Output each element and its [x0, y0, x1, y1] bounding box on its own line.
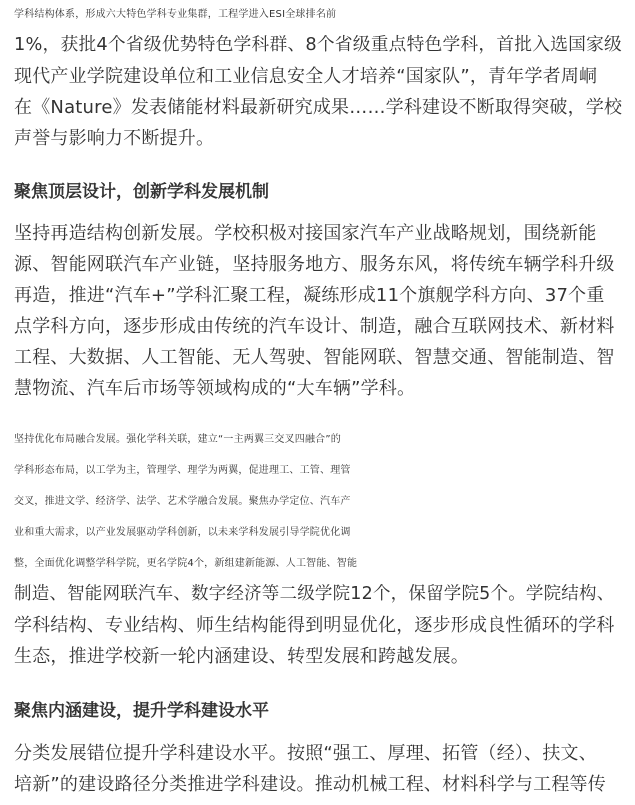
text-line: 再造，推进“汽车+”学科汇聚工程，凝练形成11个旗舰学科方向、37个重: [14, 285, 605, 306]
text-line: 1%，获批4个省级优势特色学科群、8个省级重点特色学科，首批入选国家级: [14, 35, 622, 55]
section-heading: 聚焦内涵建设，提升学科建设水平: [14, 701, 269, 721]
text-line: 在《Nature》发表储能材料最新研究成果……学科建设不断取得突破，学校: [14, 97, 623, 118]
article-paragraph: [14, 0, 622, 154]
text-line: 学科结构体系，形成六大特色学科专业集群，工程学进入ESI全球排名前: [14, 9, 337, 20]
article-paragraph: [14, 738, 606, 800]
text-line: 源、智能网联汽车产业链，坚持服务地方、服务东风，将传统车辆学科升级: [14, 254, 615, 275]
section-heading: 聚焦顶层设计，创新学科发展机制: [14, 182, 269, 202]
text-line: 学科结构、专业结构、师生结构能得到明显优化，逐步形成良性循环的学科: [14, 615, 615, 636]
text-line: 坚持优化布局融合发展。强化学科关联，建立“一主两翼三交叉四融合”的: [14, 434, 341, 445]
text-line: 工程、大数据、人工智能、无人驾驶、智能网联、智慧交通、智能制造、智: [14, 347, 615, 368]
text-line: 现代产业学院建设单位和工业信息安全人才培养“国家队”，青年学者周峒: [14, 66, 598, 87]
text-line: 业和重大需求，以产业发展驱动学科创新，以未来学科发展引导学院优化调: [14, 527, 351, 538]
text-line: 声誉与影响力不断提升。: [14, 128, 215, 149]
text-line: 慧物流、汽车后市场等领域构成的“大车辆”学科。: [14, 378, 416, 399]
text-line: 点学科方向，逐步形成由传统的汽车设计、制造，融合互联网技术、新材料: [14, 316, 615, 337]
article-paragraph: [14, 424, 615, 672]
text-line: 坚持再造结构创新发展。学校积极对接国家汽车产业战略规划，围绕新能: [14, 223, 597, 244]
text-line: 培新”的建设路径分类推进学科建设。推动机械工程、材料科学与工程等传: [14, 774, 606, 795]
article-paragraph: [14, 218, 615, 404]
text-line: 交叉，推进文学、经济学、法学、艺术学融合发展。聚焦办学定位、汽车产: [14, 496, 351, 507]
text-line: 分类发展错位提升学科建设水平。按照“强工、厚理、拓管（经）、扶文、: [14, 743, 597, 764]
text-line: 生态，推进学校新一轮内涵建设、转型发展和跨越发展。: [14, 646, 469, 667]
text-line: 学科形态布局，以工学为主，管理学、理学为两翼，促进理工、工管、理管: [14, 465, 351, 476]
text-line: 制造、智能网联汽车、数字经济等二级学院12个，保留学院5个。学院结构、: [14, 584, 615, 604]
text-line: 整，全面优化调整学科学院，更名学院4个，新组建新能源、人工智能、智能: [14, 558, 358, 569]
